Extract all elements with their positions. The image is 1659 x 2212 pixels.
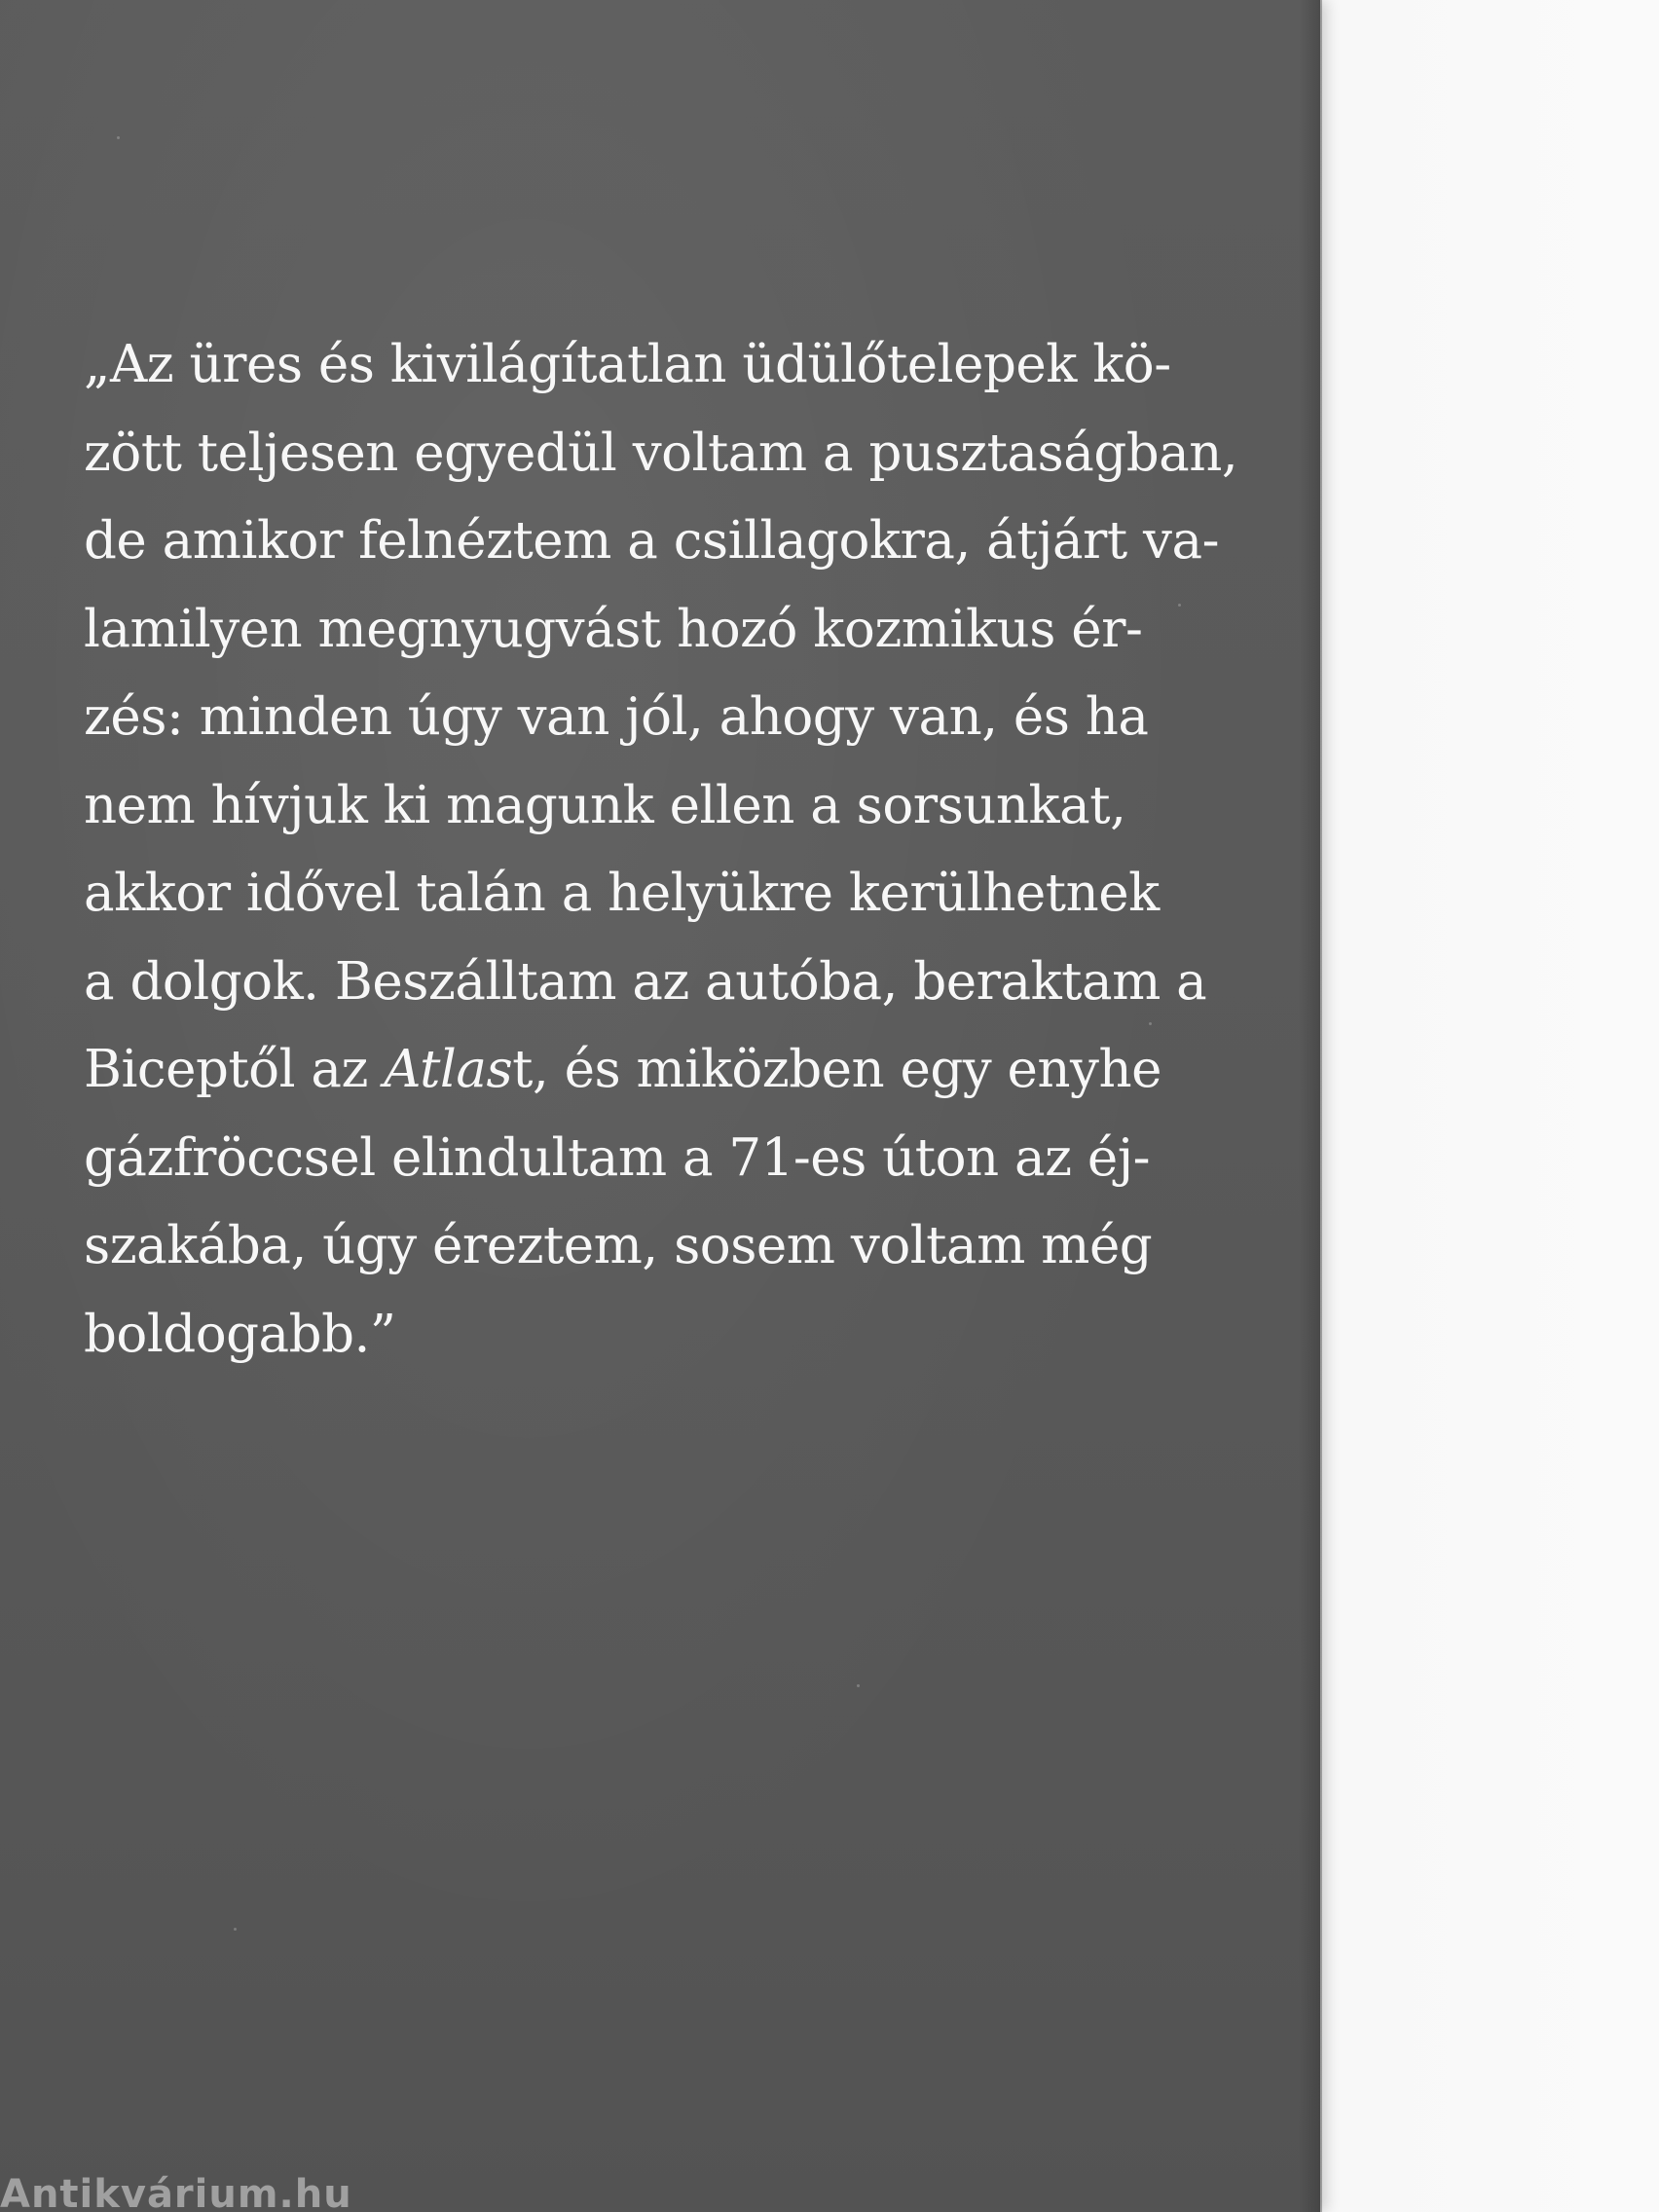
- quote-line: zés: minden úgy van jól, ahogy van, és ha: [84, 687, 1149, 747]
- back-cover-quote: [84, 321, 1238, 1379]
- book-title-italic: Atlas: [384, 1040, 513, 1099]
- dust-speck: [1149, 1022, 1152, 1025]
- quote-line: akkor idővel talán a helyükre kerülhetnek: [84, 864, 1160, 923]
- dust-speck: [234, 1928, 237, 1931]
- quote-line: szakába, úgy éreztem, sosem voltam még: [84, 1216, 1153, 1275]
- dust-speck: [117, 136, 120, 139]
- quote-line: a dolgok. Beszálltam az autóba, beraktam a: [84, 951, 1207, 1012]
- quote-line: [84, 1026, 1161, 1115]
- dust-speck: [857, 1684, 860, 1687]
- quote-line: de amikor felnéztem a csillagokra, átjárt va-: [84, 511, 1219, 571]
- dust-speck: [1178, 604, 1181, 607]
- quote-text: t, és miközben egy enyhe: [512, 1040, 1161, 1099]
- watermark: Antikvárium.hu: [0, 2175, 352, 2212]
- quote-line: „Az üres és kivilágítatlan üdülőtelepek kö-: [84, 335, 1171, 394]
- quote-line: lamilyen megnyugvást hozó kozmikus ér-: [84, 599, 1143, 659]
- quote-line: nem hívjuk ki magunk ellen a sorsunkat,: [84, 775, 1126, 835]
- cover-edge-shadow: [1299, 0, 1322, 2212]
- quote-text: Biceptől az: [84, 1040, 385, 1099]
- quote-line: boldogabb.”: [84, 1304, 396, 1364]
- quote-line: gázfröccsel elindultam a 71-es úton az éj-: [84, 1127, 1151, 1188]
- quote-line: zött teljesen egyedül voltam a pusztaságban,: [84, 423, 1238, 483]
